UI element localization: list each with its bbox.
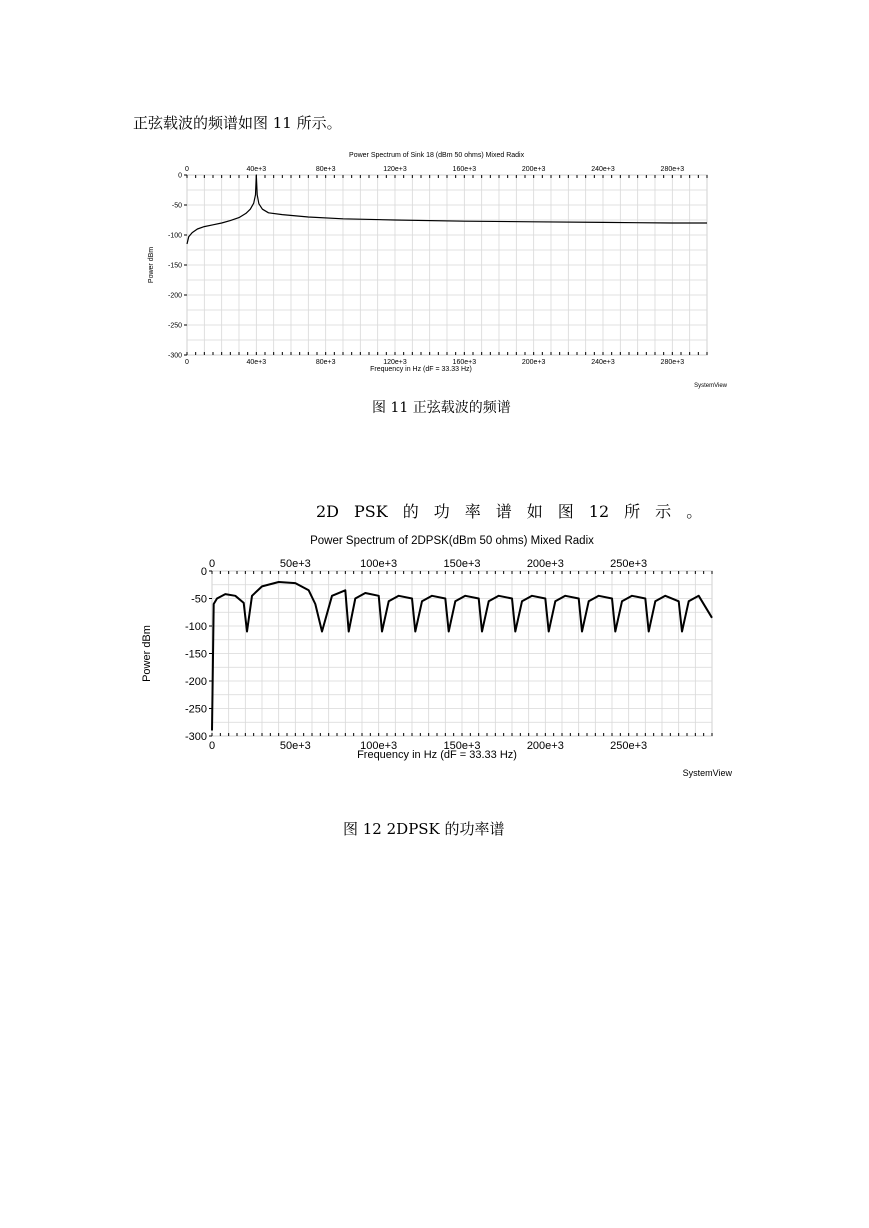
x-tick-label-top: 100e+3 [360,558,398,570]
para2-word: 功 [433,502,450,521]
y-tick-label: -200 [184,675,207,688]
x-tick-label-bottom: 250e+3 [610,740,648,752]
y-tick-label: -100 [184,620,207,633]
para2-word: 2D [316,502,340,521]
x-tick-label-top: 40e+3 [246,166,267,173]
x-tick-label-top: 0 [208,558,216,570]
systemview-watermark: SystemView [694,383,727,389]
x-axis-label: Frequency in Hz (dF = 33.33 Hz) [370,366,472,373]
x-tick-label-bottom: 120e+3 [383,359,407,366]
para2-word: 示 [655,502,672,521]
para2-word: 如 [526,502,543,521]
y-tick-label: -250 [167,322,182,330]
y-tick-label: -200 [167,292,182,300]
y-tick-label: -50 [191,593,207,606]
para2-word: PSK [354,502,388,521]
y-tick-label: -150 [184,648,207,661]
x-tick-label-bottom: 40e+3 [246,359,267,366]
paragraph-2dpsk [316,499,717,522]
para2-word: 的 [402,502,419,521]
figure-11-caption: 图 11 正弦载波的频谱 [372,400,511,416]
x-tick-label-top: 150e+3 [443,558,481,570]
y-tick-label: 0 [200,565,207,578]
x-tick-label-top: 120e+3 [383,166,407,173]
2dpsk-power-spectrum-chart [130,528,750,778]
para2-word: 率 [464,502,481,521]
x-tick-label-top: 80e+3 [315,166,336,173]
x-tick-label-top: 160e+3 [452,166,477,173]
para2-word: 图 [557,502,574,521]
x-tick-label-bottom: 100e+3 [360,740,398,752]
chart-title: Power Spectrum of 2DPSK(dBm 50 ohms) Mixed Radix [310,535,594,547]
y-axis-label: Power dBm [141,625,153,682]
y-tick-label: -150 [167,262,182,270]
x-tick-label-bottom: 50e+3 [279,740,311,752]
x-tick-label-bottom: 0 [208,740,216,752]
x-tick-label-top: 200e+3 [526,558,564,570]
x-tick-label-bottom: 160e+3 [452,359,477,366]
y-tick-label: -50 [171,202,182,210]
chart-title: Power Spectrum of Sink 18 (dBm 50 ohms) Mixed Radix [349,152,525,159]
x-axis-label: Frequency in Hz (dF = 33.33 Hz) [357,749,517,761]
y-tick-label: -250 [184,703,207,716]
x-tick-label-top: 0 [185,166,189,173]
para2-word: 谱 [495,502,512,521]
x-tick-label-top: 50e+3 [279,558,311,570]
y-tick-label: 0 [178,172,182,180]
x-tick-label-top: 240e+3 [591,166,615,173]
x-tick-label-bottom: 280e+3 [660,359,685,366]
figure-12-caption: 图 12 2DPSK 的功率谱 [343,820,505,838]
y-tick-label: -300 [167,352,182,360]
x-tick-label-top: 280e+3 [660,166,685,173]
x-tick-label-bottom: 200e+3 [526,740,564,752]
para2-word: 所 [624,502,641,521]
x-tick-label-bottom: 240e+3 [591,359,615,366]
x-tick-label-top: 250e+3 [610,558,648,570]
x-tick-label-bottom: 80e+3 [315,359,336,366]
para2-word: 。 [686,502,703,521]
y-tick-label: -300 [184,730,207,743]
x-tick-label-top: 200e+3 [521,166,546,173]
sine-carrier-spectrum-chart [135,145,735,395]
systemview-watermark: SystemView [682,768,732,778]
paragraph-sine-carrier: 正弦载波的频谱如图 11 所示。 [133,114,342,132]
y-axis-label: Power dBm [148,246,155,284]
x-tick-label-bottom: 200e+3 [521,359,546,366]
x-tick-label-bottom: 0 [185,359,189,366]
para2-word: 12 [588,502,610,521]
y-tick-label: -100 [167,232,182,240]
x-tick-label-bottom: 150e+3 [443,740,481,752]
